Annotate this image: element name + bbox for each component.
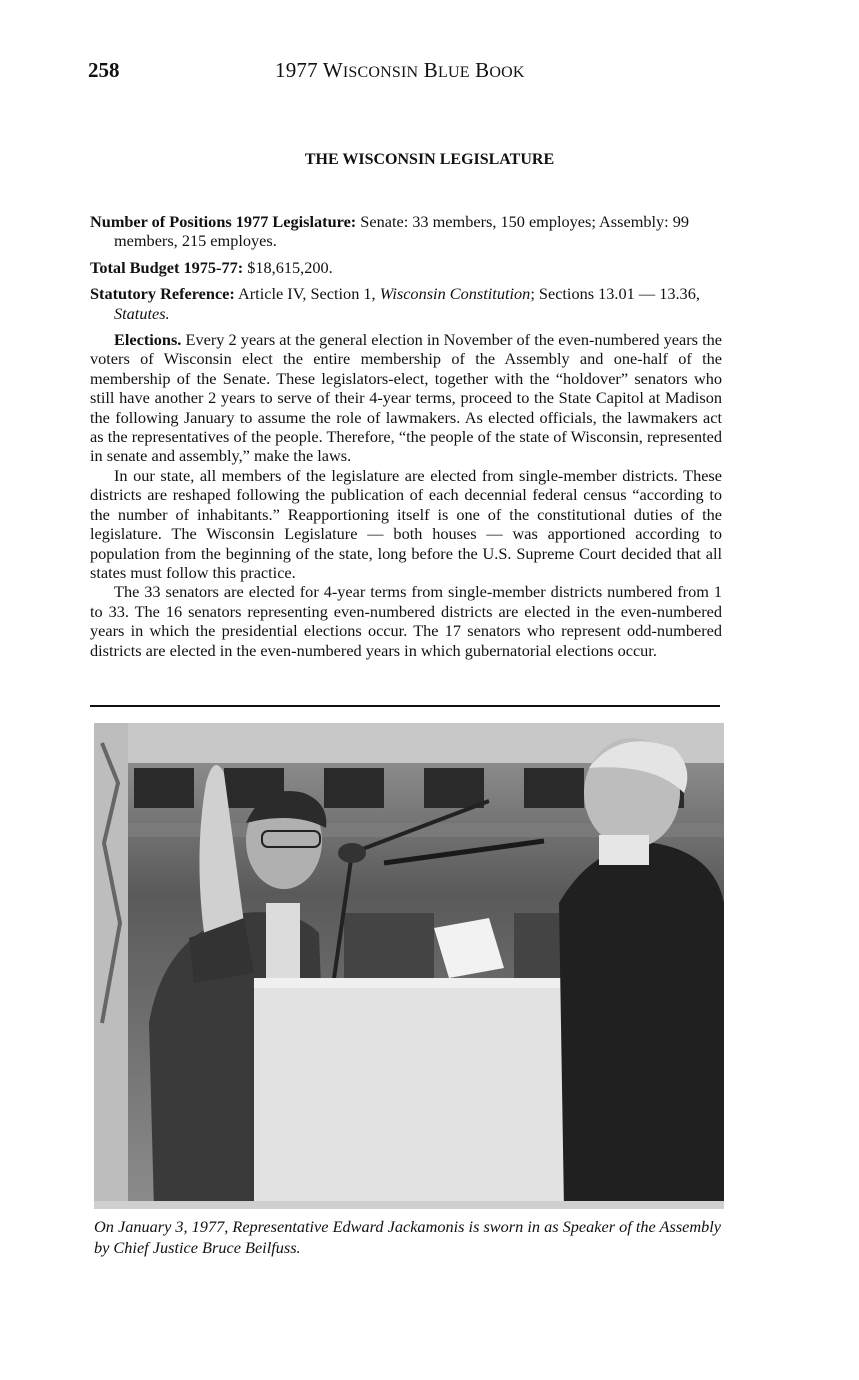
- statutory-entry: Statutory Reference: Article IV, Section 1, Wisconsin Constitution; Sections 13.01 — 13.36, Statutes.: [90, 284, 700, 323]
- paragraph-senators: The 33 senators are elected for 4-year terms from single-member districts numbered from 1 to 33. The 16 senators representing even-numbered districts are elected in the even-numbered years in which the presidential elections occur. The 17 senators who represent odd-numbered districts are elected in the even-numbered years in which gubernatorial elections occur.: [90, 582, 722, 660]
- swearing-in-photo: [94, 723, 724, 1209]
- paragraph-elections: Elections. Every 2 years at the general election in November of the even-numbered years the voters of Wisconsin elect the entire membership of the Assembly and one-half of the membership of the Senate. These legislators-elect, together with the “holdover” senators who still have another 2 years to serve of their 4-year terms, proceed to the State Capitol at Madison the following January to assume the role of lawmakers. As elected officials, the lawmakers act as the representatives of the people. Therefore, “the people of the state of Wisconsin, represented in senate and assembly,” make the laws.: [90, 330, 722, 466]
- budget-entry: Total Budget 1975-77: $18,615,200.: [90, 257, 333, 277]
- paragraph-districts: In our state, all members of the legislature are elected from single-member districts. These districts are reshaped following the publication of each decennial federal census “according to the number of inhabitants.” Reapportioning itself is one of the constitutional duties of the legislature. The Wisconsin Legislature — both houses — was apportioned according to population from the beginning of the state, long before the U.S. Supreme Court decided that all states must follow this practice.: [90, 465, 722, 582]
- running-head: 1977 WISCONSIN BLUE BOOK: [275, 58, 525, 82]
- page-number: 258: [88, 58, 120, 82]
- divider-rule: [90, 705, 720, 707]
- positions-entry: Number of Positions 1977 Legislature: Senate: 33 members, 150 employes; Assembly: 99 members, 215 employes.: [90, 212, 690, 251]
- photo-caption: On January 3, 1977, Representative Edward Jackamonis is sworn in as Speaker of the Assembly by Chief Justice Bruce Beilfuss.: [94, 1217, 722, 1257]
- section-title: THE WISCONSIN LEGISLATURE: [304, 151, 555, 168]
- body-text: [90, 212, 722, 660]
